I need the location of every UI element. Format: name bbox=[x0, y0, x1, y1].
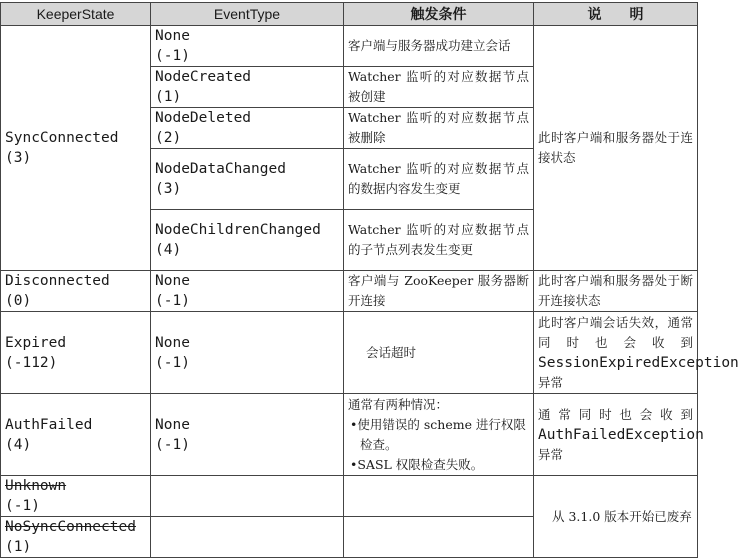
header-event-type: EventType bbox=[151, 3, 344, 26]
event-type-cell: None (-1) bbox=[151, 26, 344, 67]
event-type-cell: NodeCreated (1) bbox=[151, 67, 344, 108]
header-keeper-state: KeeperState bbox=[1, 3, 151, 26]
event-type-cell: None (-1) bbox=[151, 271, 344, 312]
description-cell: 从 3.1.0 版本开始已废弃 bbox=[534, 476, 698, 558]
state-code: (-1) bbox=[5, 498, 40, 514]
header-row bbox=[1, 3, 698, 26]
keeper-state-cell: AuthFailed (4) bbox=[1, 394, 151, 476]
description-cell: 此时客户端和服务器处于连接状态 bbox=[534, 26, 698, 271]
keeper-state-cell bbox=[1, 476, 151, 517]
table-row bbox=[1, 394, 698, 476]
header-condition: 触发条件 bbox=[344, 3, 534, 26]
event-type-cell bbox=[151, 476, 344, 517]
condition-cell: 客户端与 ZooKeeper 服务器断开连接 bbox=[344, 271, 534, 312]
description-cell: 此时客户端和服务器处于断开连接状态 bbox=[534, 271, 698, 312]
list-item: •使用错误的 scheme 进行权限检查。 bbox=[350, 416, 526, 452]
condition-intro: 通常有两种情况： bbox=[348, 396, 449, 412]
header-description: 说 明 bbox=[534, 3, 698, 26]
description-text: 此时客户端会话失效，通常同时也会收到 bbox=[538, 314, 693, 350]
deprecated-state-name: Unknown bbox=[5, 478, 67, 494]
description-suffix: 异常 bbox=[538, 446, 564, 462]
exception-name: SessionExpiredException bbox=[538, 354, 739, 371]
event-type-cell: None (-1) bbox=[151, 394, 344, 476]
condition-cell: Watcher 监听的对应数据节点的数据内容发生变更 bbox=[344, 149, 534, 210]
condition-cell: Watcher 监听的对应数据节点被创建 bbox=[344, 67, 534, 108]
table-row bbox=[1, 271, 698, 312]
list-item: •SASL 权限检查失败。 bbox=[350, 456, 484, 472]
description-cell bbox=[534, 312, 739, 394]
table-row bbox=[1, 476, 698, 517]
keeper-state-cell: Expired (-112) bbox=[1, 312, 151, 394]
condition-cell: Watcher 监听的对应数据节点被删除 bbox=[344, 108, 534, 149]
exception-name: AuthFailedException bbox=[538, 426, 704, 443]
condition-cell bbox=[344, 517, 534, 558]
keeper-state-cell: SyncConnected (3) bbox=[1, 26, 151, 271]
description-suffix: 异常 bbox=[538, 374, 564, 390]
event-type-cell: None (-1) bbox=[151, 312, 344, 394]
table-row bbox=[1, 26, 698, 67]
deprecated-state-name: NoSyncConnected bbox=[5, 519, 136, 535]
event-type-cell: NodeChildrenChanged (4) bbox=[151, 210, 344, 271]
condition-cell: 会话超时 bbox=[344, 312, 534, 394]
condition-cell bbox=[344, 476, 534, 517]
condition-cell: 客户端与服务器成功建立会话 bbox=[344, 26, 534, 67]
condition-cell: Watcher 监听的对应数据节点的子节点列表发生变更 bbox=[344, 210, 534, 271]
description-text: 通常同时也会收到 bbox=[538, 406, 693, 422]
zookeeper-watcher-event-table bbox=[0, 2, 739, 558]
event-type-cell bbox=[151, 517, 344, 558]
condition-cell bbox=[344, 394, 534, 476]
event-type-cell: NodeDataChanged (3) bbox=[151, 149, 344, 210]
event-type-cell: NodeDeleted (2) bbox=[151, 108, 344, 149]
keeper-state-cell bbox=[1, 517, 151, 558]
keeper-state-cell: Disconnected (0) bbox=[1, 271, 151, 312]
description-cell bbox=[534, 394, 704, 476]
condition-list bbox=[348, 415, 529, 475]
state-code: (1) bbox=[5, 539, 32, 555]
table-row bbox=[1, 312, 698, 394]
